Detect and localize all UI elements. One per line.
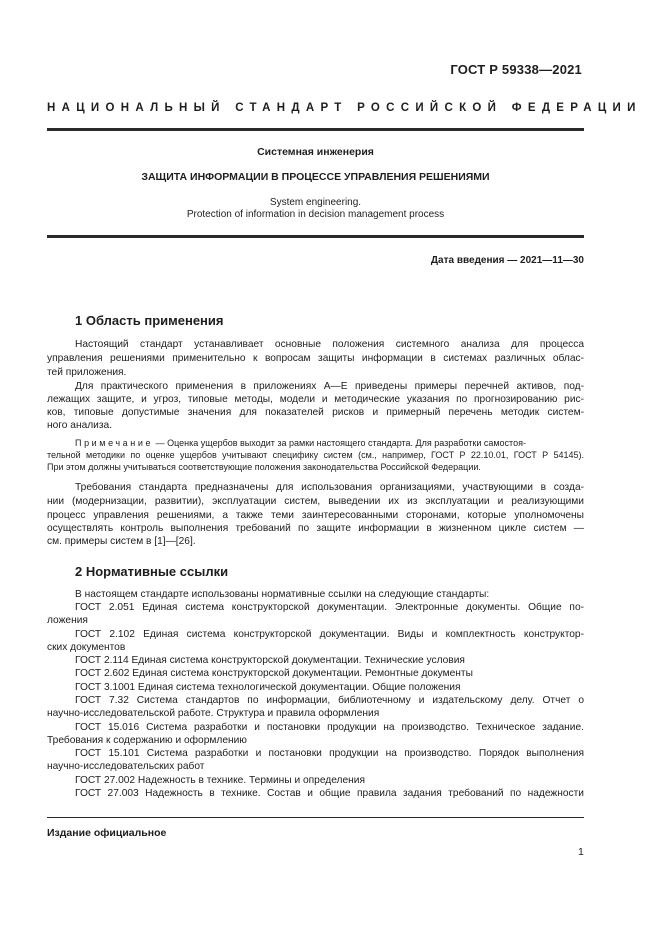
national-standard-caption: НАЦИОНАЛЬНЫЙ СТАНДАРТ РОССИЙСКОЙ ФЕДЕРАЦИИ — [47, 102, 642, 114]
note-line — [75, 437, 584, 449]
reference-line: ГОСТ 7.32 Система стандартов по информации, библиотечному и издательскому делу. Отчет о — [75, 695, 584, 706]
reference-line: ГОСТ 15.101 Система разработки и постановки продукции на производство. Порядок выполнения — [75, 748, 584, 759]
reference-line: ГОСТ 27.003 Надежность в технике. Состав и общие правила задания требований по надежности — [75, 788, 584, 799]
paragraph-line: тей приложения. — [47, 367, 127, 378]
english-subtitle: System engineering. — [269, 197, 362, 208]
gost-code: ГОСТ Р 59338—2021 — [450, 62, 582, 77]
paragraph-line: лежащих защите, и угроз, типовые методы, модели и методические указания по прогнозированию рис- — [47, 394, 584, 405]
section-2-heading: 2 Нормативные ссылки — [75, 564, 229, 579]
paragraph-line: процесс управления решениями, а также теми заинтересованными сторонами, которые уполномочены — [47, 510, 584, 521]
paragraph-line: В настоящем стандарте использованы нормативные ссылки на следующие стандарты: — [75, 589, 490, 600]
paragraph-line: управления решениями применительно к вопросам защиты информации в системах различных облас- — [47, 353, 584, 364]
title-divider — [47, 235, 584, 238]
official-edition-label: Издание официальное — [47, 827, 167, 839]
footer-divider — [47, 817, 584, 818]
reference-line: ГОСТ 2.602 Единая система конструкторской документации. Ремонтные документы — [75, 668, 473, 679]
reference-line: ГОСТ 2.102 Единая система конструкторской документации. Виды и комплектность конструктор- — [75, 629, 584, 640]
note-line: тельной методики по оценке ущербов учитывают специфику систем (см., например, ГОСТ Р 22.10.01, ГОСТ Р 54145). — [47, 450, 584, 460]
paragraph-line: ного анализа. — [47, 420, 113, 431]
paragraph-line: нии (модернизации, развитии), эксплуатации систем, выведении их из эксплуатации и реализующими — [47, 496, 584, 507]
reference-line: ГОСТ 2.051 Единая система конструкторской документации. Электронные документы. Общие по- — [75, 602, 584, 613]
introduction-date: Дата введения — 2021—11—30 — [430, 255, 584, 266]
document-title: ЗАЩИТА ИНФОРМАЦИИ В ПРОЦЕССЕ УПРАВЛЕНИЯ РЕШЕНИЯМИ — [141, 171, 490, 183]
paragraph-line: ков, типовые допустимые значения для показателей рисков и примерный перечень методик систем- — [47, 407, 584, 418]
reference-line: ских документов — [47, 642, 126, 653]
paragraph-line: см. примеры систем в [1]—[26]. — [47, 536, 196, 547]
paragraph-line: Для практического применения в приложениях А—Е приведены примеры перечней активов, под- — [75, 381, 584, 392]
reference-line: научно-исследовательских работ — [47, 761, 205, 772]
reference-line: ложения — [47, 615, 88, 626]
reference-line: Требования к содержанию и оформлению — [47, 735, 247, 746]
english-title: Protection of information in decision management process — [186, 209, 445, 220]
reference-line: ГОСТ 27.002 Надежность в технике. Термины и определения — [75, 775, 365, 786]
paragraph-line: Требования стандарта предназначены для использования организациями, участвующими в созда- — [75, 482, 584, 493]
section-1-heading: 1 Область применения — [75, 313, 224, 328]
reference-line: научно-исследовательской работе. Структура и правила оформления — [47, 708, 380, 719]
paragraph-line: осуществлять контроль выполнения требований по защите информации в жизненном цикле систем — — [47, 523, 584, 534]
page-number: 1 — [578, 846, 584, 858]
header-divider — [47, 128, 584, 131]
note-text: — Оценка ущербов выходит за рамки настоящего стандарта. Для разработки самостоя- — [153, 438, 526, 448]
document-subtitle: Системная инженерия — [257, 146, 374, 158]
note-line: При этом должны учитываться соответствующие положения законодательства Российской Федерации. — [47, 462, 481, 472]
reference-line: ГОСТ 3.1001 Единая система технологической документации. Общие положения — [75, 682, 461, 693]
reference-line: ГОСТ 2.114 Единая система конструкторской документации. Технические условия — [75, 655, 465, 666]
paragraph-line: Настоящий стандарт устанавливает основные положения системного анализа для процесса — [75, 339, 584, 350]
reference-line: ГОСТ 15.016 Система разработки и постановки продукции на производство. Техническое задание. — [75, 722, 584, 733]
note-label: Примечание — [75, 438, 154, 448]
